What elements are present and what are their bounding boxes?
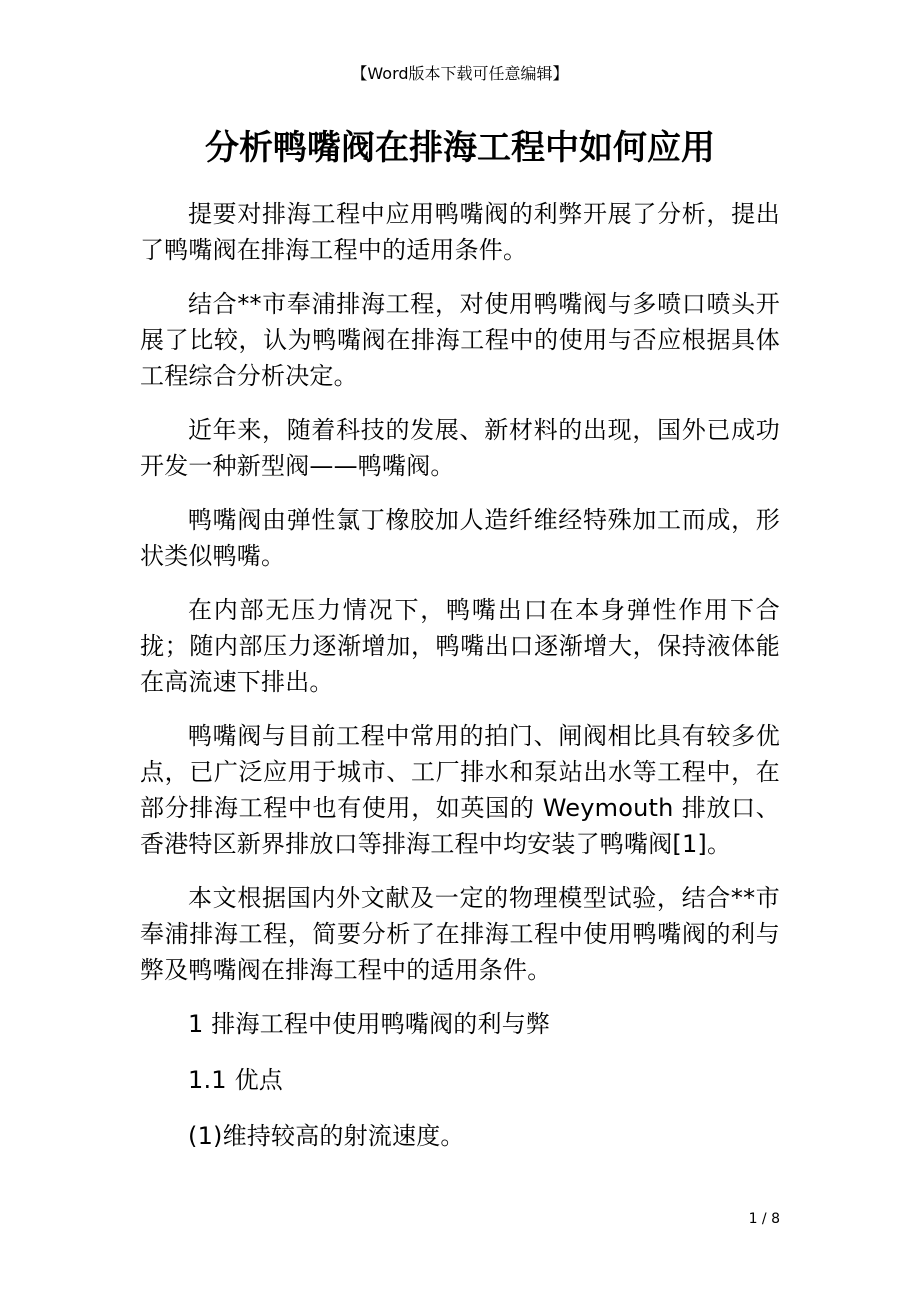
paragraph-scope: 本文根据国内外文献及一定的物理模型试验，结合**市奉浦排海工程，简要分析了在排海工程中使用鸭嘴阀的利与弊及鸭嘴阀在排海工程中的适用条件。 — [140, 884, 780, 984]
paragraph-mechanism: 在内部无压力情况下，鸭嘴出口在本身弹性作用下合拢；随内部压力逐渐增加，鸭嘴出口逐渐增大，保持液体能在高流速下排出。 — [140, 596, 780, 696]
paragraph-abstract: 提要对排海工程中应用鸭嘴阀的利弊开展了分析，提出了鸭嘴阀在排海工程中的适用条件。 — [140, 200, 780, 264]
document-body — [140, 196, 780, 1172]
list-item-1: (1)维持较高的射流速度。 — [188, 1122, 465, 1150]
document-title: 分析鸭嘴阀在排海工程中如何应用 — [205, 128, 715, 168]
section-heading-1-1: 1.1 优点 — [188, 1066, 283, 1094]
paragraph-material: 鸭嘴阀由弹性氯丁橡胶加人造纤维经特殊加工而成，形状类似鸭嘴。 — [140, 506, 780, 570]
paragraph-comparison: 结合**市奉浦排海工程，对使用鸭嘴阀与多喷口喷头开展了比较，认为鸭嘴阀在排海工程中的使用与否应根据具体工程综合分析决定。 — [140, 290, 780, 390]
paragraph-advantages: 鸭嘴阀与目前工程中常用的拍门、闸阀相比具有较多优点，已广泛应用于城市、工厂排水和泵站出水等工程中，在部分排海工程中也有使用，如英国的 Weymouth 排放口、香港特区新界排放口等排海工程中均安装了鸭嘴阀[1]。 — [140, 722, 780, 858]
page-number: 1 / 8 — [748, 1211, 780, 1227]
paragraph-intro: 近年来，随着科技的发展、新材料的出现，国外已成功开发一种新型阀——鸭嘴阀。 — [140, 416, 780, 480]
section-heading-1: 1 排海工程中使用鸭嘴阀的利与弊 — [188, 1010, 551, 1038]
document-header: 【Word版本下载可任意编辑】 — [351, 64, 569, 83]
